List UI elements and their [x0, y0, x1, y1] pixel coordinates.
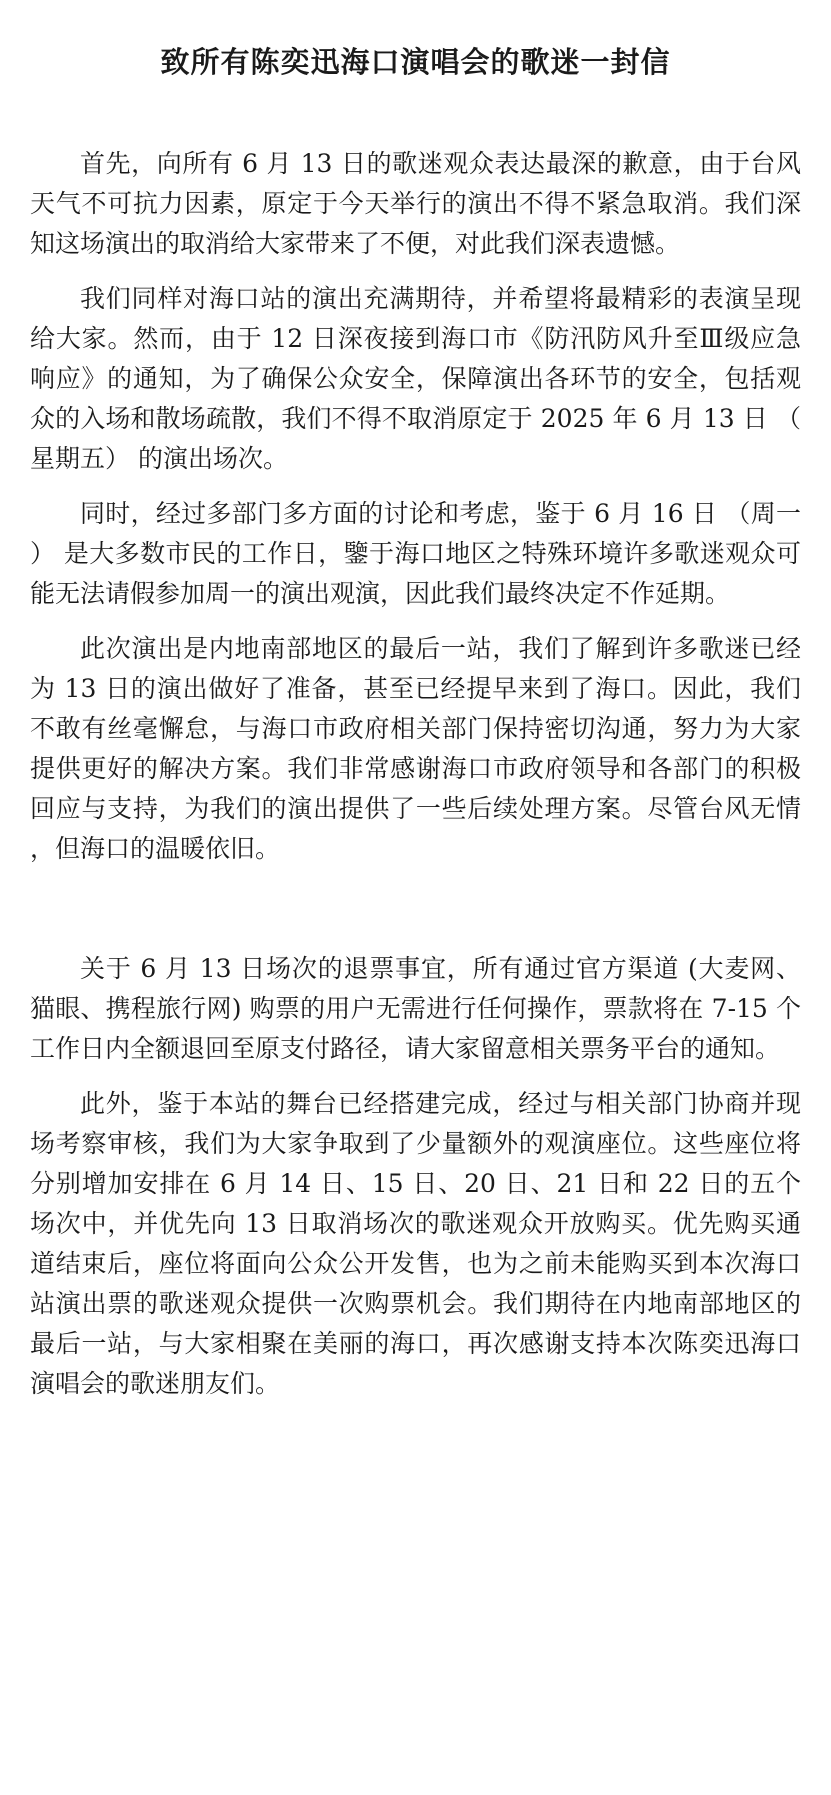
paragraph-cancellation-reason: 我们同样对海口站的演出充满期待，并希望将最精彩的表演呈现给大家。然而，由于 12 日深夜接到海口市《防汛防风升至Ⅲ级应急响应》的通知，为了确保公众安全，保障演出各环节的安全，包括观众的入场和散场疏散，我们不得不取消原定于 2025 年 6 月 13 日 （星期五） 的演出场次。	[30, 284, 801, 473]
letter-title: 致所有陈奕迅海口演唱会的歌迷一封信	[160, 45, 671, 79]
paragraph-apology: 首先，向所有 6 月 13 日的歌迷观众表达最深的歉意，由于台风天气不可抗力因素，原定于今天举行的演出不得不紧急取消。我们深知这场演出的取消给大家带来了不便，对此我们深表遗憾。	[30, 149, 801, 258]
letter-body	[30, 144, 801, 1404]
paragraph-no-postponement: 同时，经过多部门多方面的讨论和考虑，鉴于 6 月 16 日 （周一） 是大多数市民的工作日，鑒于海口地区之特殊环境许多歌迷观众可能无法请假参加周一的演出观演，因此我们最终决定不作延期。	[30, 499, 801, 608]
paragraph-refund: 关于 6 月 13 日场次的退票事宜，所有通过官方渠道 (大麦网、猫眼、携程旅行网) 购票的用户无需进行任何操作，票款将在 7-15 个工作日内全额退回至原支付路径，请大家留意相关票务平台的通知。	[30, 954, 801, 1063]
paragraph-communication: 此次演出是内地南部地区的最后一站，我们了解到许多歌迷已经为 13 日的演出做好了准备，甚至已经提早来到了海口。因此，我们不敢有丝毫懈怠，与海口市政府相关部门保持密切沟通，努力为大家提供更好的解决方案。我们非常感谢海口市政府领导和各部门的积极回应与支持，为我们的演出提供了一些后续处理方案。尽管台风无情，但海口的温暖依旧。	[30, 634, 801, 863]
paragraph-extra-seats: 此外，鉴于本站的舞台已经搭建完成，经过与相关部门协商并现场考察审核，我们为大家争取到了少量额外的观演座位。这些座位将分别增加安排在 6 月 14 日、15 日、20 日、21 日和 22 日的五个场次中，并优先向 13 日取消场次的歌迷观众开放购买。优先购买通道结束后，座位将面向公众公开发售，也为之前未能购买到本次海口站演出票的歌迷观众提供一次购票机会。我们期待在内地南部地区的最后一站，与大家相聚在美丽的海口，再次感谢支持本次陈奕迅海口演唱会的歌迷朋友们。	[30, 1089, 801, 1398]
